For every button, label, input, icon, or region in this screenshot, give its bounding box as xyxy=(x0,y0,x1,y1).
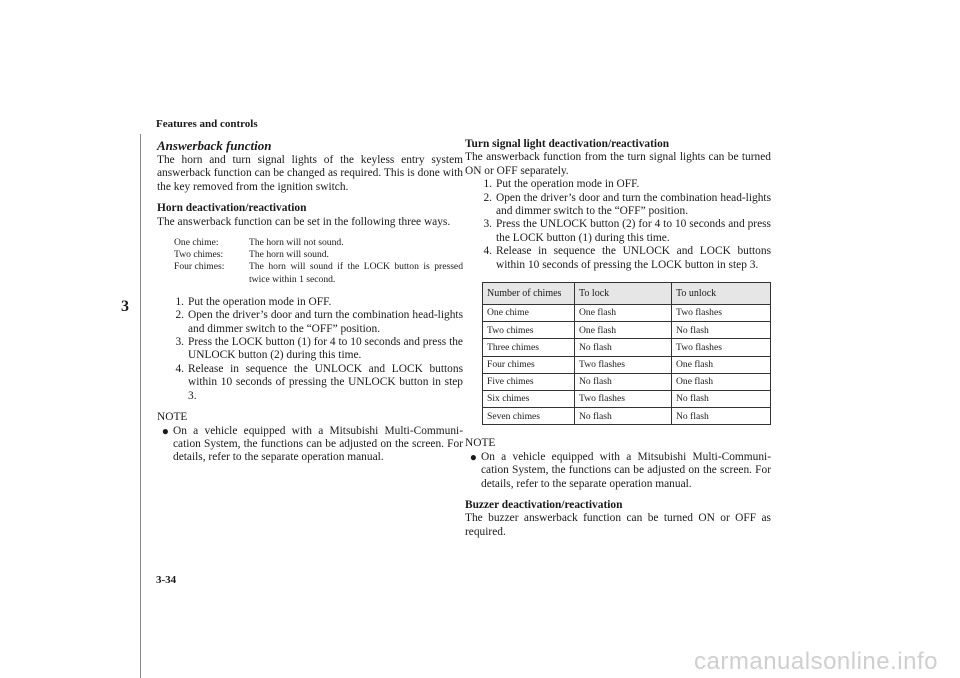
intro-paragraph: The horn and turn signal lights of the keyless entry system answerback function can be changed as required. This is done with the key removed from the ignition switch. xyxy=(157,154,463,193)
step-number: 4. xyxy=(175,362,184,375)
step-number: 3. xyxy=(483,218,492,231)
step-number: 2. xyxy=(483,191,492,204)
table-cell: No flash xyxy=(575,373,672,390)
step-text: Release in sequence the UNLOCK and LOCK buttons within 10 seconds of pressing the UNLOCK button in step 3. xyxy=(188,362,463,402)
chime-option-key: One chime: xyxy=(174,237,219,249)
chime-option-value: The horn will not sound. xyxy=(249,237,344,249)
table-row xyxy=(483,305,771,322)
right-column xyxy=(465,138,771,547)
chapter-side-tab xyxy=(113,134,141,678)
step-text: Press the LOCK button (1) for 4 to 10 seconds and press the UNLOCK button (2) during this time. xyxy=(188,336,463,362)
chime-options-list xyxy=(174,237,463,286)
table-cell: Four chimes xyxy=(483,356,575,373)
step-item xyxy=(465,245,771,272)
chime-option-key: Two chimes: xyxy=(174,249,224,261)
chime-option-row xyxy=(174,249,463,261)
note-label: NOTE xyxy=(157,411,188,424)
chime-option-row xyxy=(174,261,463,285)
table-row xyxy=(483,356,771,373)
step-item xyxy=(157,296,463,309)
turn-signal-subtitle: Turn signal light deactivation/reactivation xyxy=(465,138,670,150)
note-text: On a vehicle equipped with a Mitsubishi Multi-Communi-cation System, the functions can be adjusted on the screen. For details, refer to the separate operation manual. xyxy=(173,424,463,464)
step-number: 1. xyxy=(175,295,184,308)
page-header-title: Features and controls xyxy=(156,118,258,130)
buzzer-subtitle: Buzzer deactivation/reactivation xyxy=(465,499,623,511)
table-cell: One flash xyxy=(672,373,771,390)
step-number: 4. xyxy=(483,245,492,258)
step-item xyxy=(465,178,771,191)
table-cell: Two flashes xyxy=(672,305,771,322)
chime-option-row xyxy=(174,237,463,249)
buzzer-paragraph: The buzzer answerback function can be turned ON or OFF as required. xyxy=(465,512,771,538)
step-item xyxy=(157,336,463,363)
table-row xyxy=(483,408,771,425)
step-item xyxy=(157,363,463,403)
table-cell: One chime xyxy=(483,305,575,322)
turn-signal-steps-list xyxy=(465,178,771,272)
table-cell: No flash xyxy=(672,322,771,339)
step-text: Open the driver’s door and turn the combination head-lights and dimmer switch to the “OFF” position. xyxy=(188,309,463,335)
chime-option-value: The horn will sound if the LOCK button is pressed twice within 1 second. xyxy=(249,261,463,285)
bullet-icon: ● xyxy=(469,449,477,464)
step-number: 1. xyxy=(483,178,492,191)
chime-option-key: Four chimes: xyxy=(174,261,225,273)
table-header-cell: To lock xyxy=(575,283,672,305)
chapter-number: 3 xyxy=(121,298,129,315)
table-header-cell: To unlock xyxy=(672,283,771,305)
table-header-row xyxy=(483,283,771,305)
table-row xyxy=(483,322,771,339)
note-label: NOTE xyxy=(465,437,496,450)
step-text: Open the driver’s door and turn the combination head-lights and dimmer switch to the “OFF” position. xyxy=(496,191,771,218)
step-text: Put the operation mode in OFF. xyxy=(188,295,332,308)
table-row xyxy=(483,339,771,356)
step-text: Put the operation mode in OFF. xyxy=(496,178,640,191)
step-number: 2. xyxy=(175,309,184,322)
table-cell: No flash xyxy=(575,339,672,356)
table-cell: No flash xyxy=(575,408,672,425)
chime-flash-table xyxy=(482,282,771,425)
table-cell: Two flashes xyxy=(672,339,771,356)
bullet-icon: ● xyxy=(161,423,169,438)
table-cell: One flash xyxy=(575,305,672,322)
chime-option-value: The horn will sound. xyxy=(249,249,329,261)
step-item xyxy=(465,192,771,219)
table-cell: No flash xyxy=(672,391,771,408)
note-item xyxy=(157,425,463,465)
watermark-logo: carmanualsonline.info xyxy=(694,648,938,675)
note-item xyxy=(465,451,771,491)
step-text: Release in sequence the UNLOCK and LOCK buttons within 10 seconds of pressing the LOCK button in step 3. xyxy=(496,245,771,271)
horn-paragraph: The answerback function can be set in the following three ways. xyxy=(157,215,451,228)
note-text: On a vehicle equipped with a Mitsubishi Multi-Communi-cation System, the functions can be adjusted on the screen. For details, refer to the separate operation manual. xyxy=(481,450,771,490)
table-cell: Seven chimes xyxy=(483,408,575,425)
left-column xyxy=(157,138,463,473)
table-cell: No flash xyxy=(672,408,771,425)
table-row xyxy=(483,373,771,390)
table-cell: One flash xyxy=(575,322,672,339)
table-cell: Two flashes xyxy=(575,356,672,373)
table-row xyxy=(483,391,771,408)
table-header-cell: Number of chimes xyxy=(483,283,575,305)
step-item xyxy=(157,309,463,336)
table-cell: Five chimes xyxy=(483,373,575,390)
table-cell: Two chimes xyxy=(483,322,575,339)
horn-steps-list xyxy=(157,296,463,403)
step-text: Press the UNLOCK button (2) for 4 to 10 seconds and press the LOCK button (1) during this time. xyxy=(496,218,771,244)
turn-signal-paragraph: The answerback function from the turn signal lights can be turned ON or OFF separately. xyxy=(465,151,771,177)
table-cell: Six chimes xyxy=(483,391,575,408)
horn-subtitle: Horn deactivation/reactivation xyxy=(157,202,307,215)
page-number: 3-34 xyxy=(156,574,177,586)
table-cell: Three chimes xyxy=(483,339,575,356)
table-cell: Two flashes xyxy=(575,391,672,408)
table-cell: One flash xyxy=(672,356,771,373)
step-item xyxy=(465,218,771,245)
step-number: 3. xyxy=(175,336,184,349)
section-title: Answerback function xyxy=(157,138,272,153)
